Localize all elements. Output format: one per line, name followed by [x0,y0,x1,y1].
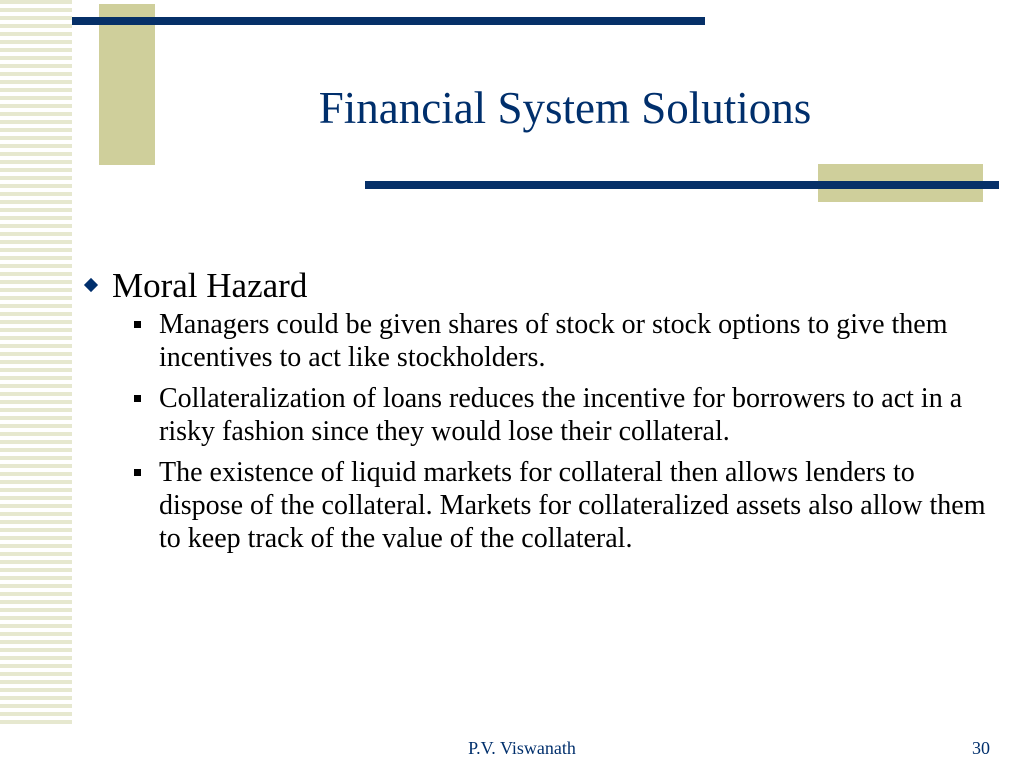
main-bullet [82,265,992,307]
square-bullet-icon [134,469,141,476]
top-accent-block [99,4,155,165]
sub-bullet-item [128,382,992,448]
sub-bullet-item [128,308,992,374]
sub-bullet-item [128,456,992,555]
square-bullet-icon [134,321,141,328]
sub-bullet-text: The existence of liquid markets for collateral then allows lenders to dispose of the collateral. Markets for collateralized assets also allow them to keep track of the value of the collateral. [159,457,986,554]
diamond-bullet-icon [84,278,98,292]
slide-body [82,265,992,563]
top-rule-line [72,17,705,25]
main-bullet-text: Moral Hazard [112,266,308,305]
sub-bullet-text: Collateralization of loans reduces the incentive for borrowers to act in a risky fashion since they would lose their collateral. [159,383,963,447]
page-number: 30 [972,738,990,758]
title-underline-rule [365,181,999,189]
left-stripe-decoration [0,0,72,728]
sub-bullet-list [128,308,992,555]
footer-author: P.V. Viswanath [468,738,576,758]
square-bullet-icon [134,395,141,402]
sub-bullet-text: Managers could be given shares of stock or stock options to give them incentives to act like stockholders. [159,309,948,373]
slide-title: Financial System Solutions [318,83,812,133]
